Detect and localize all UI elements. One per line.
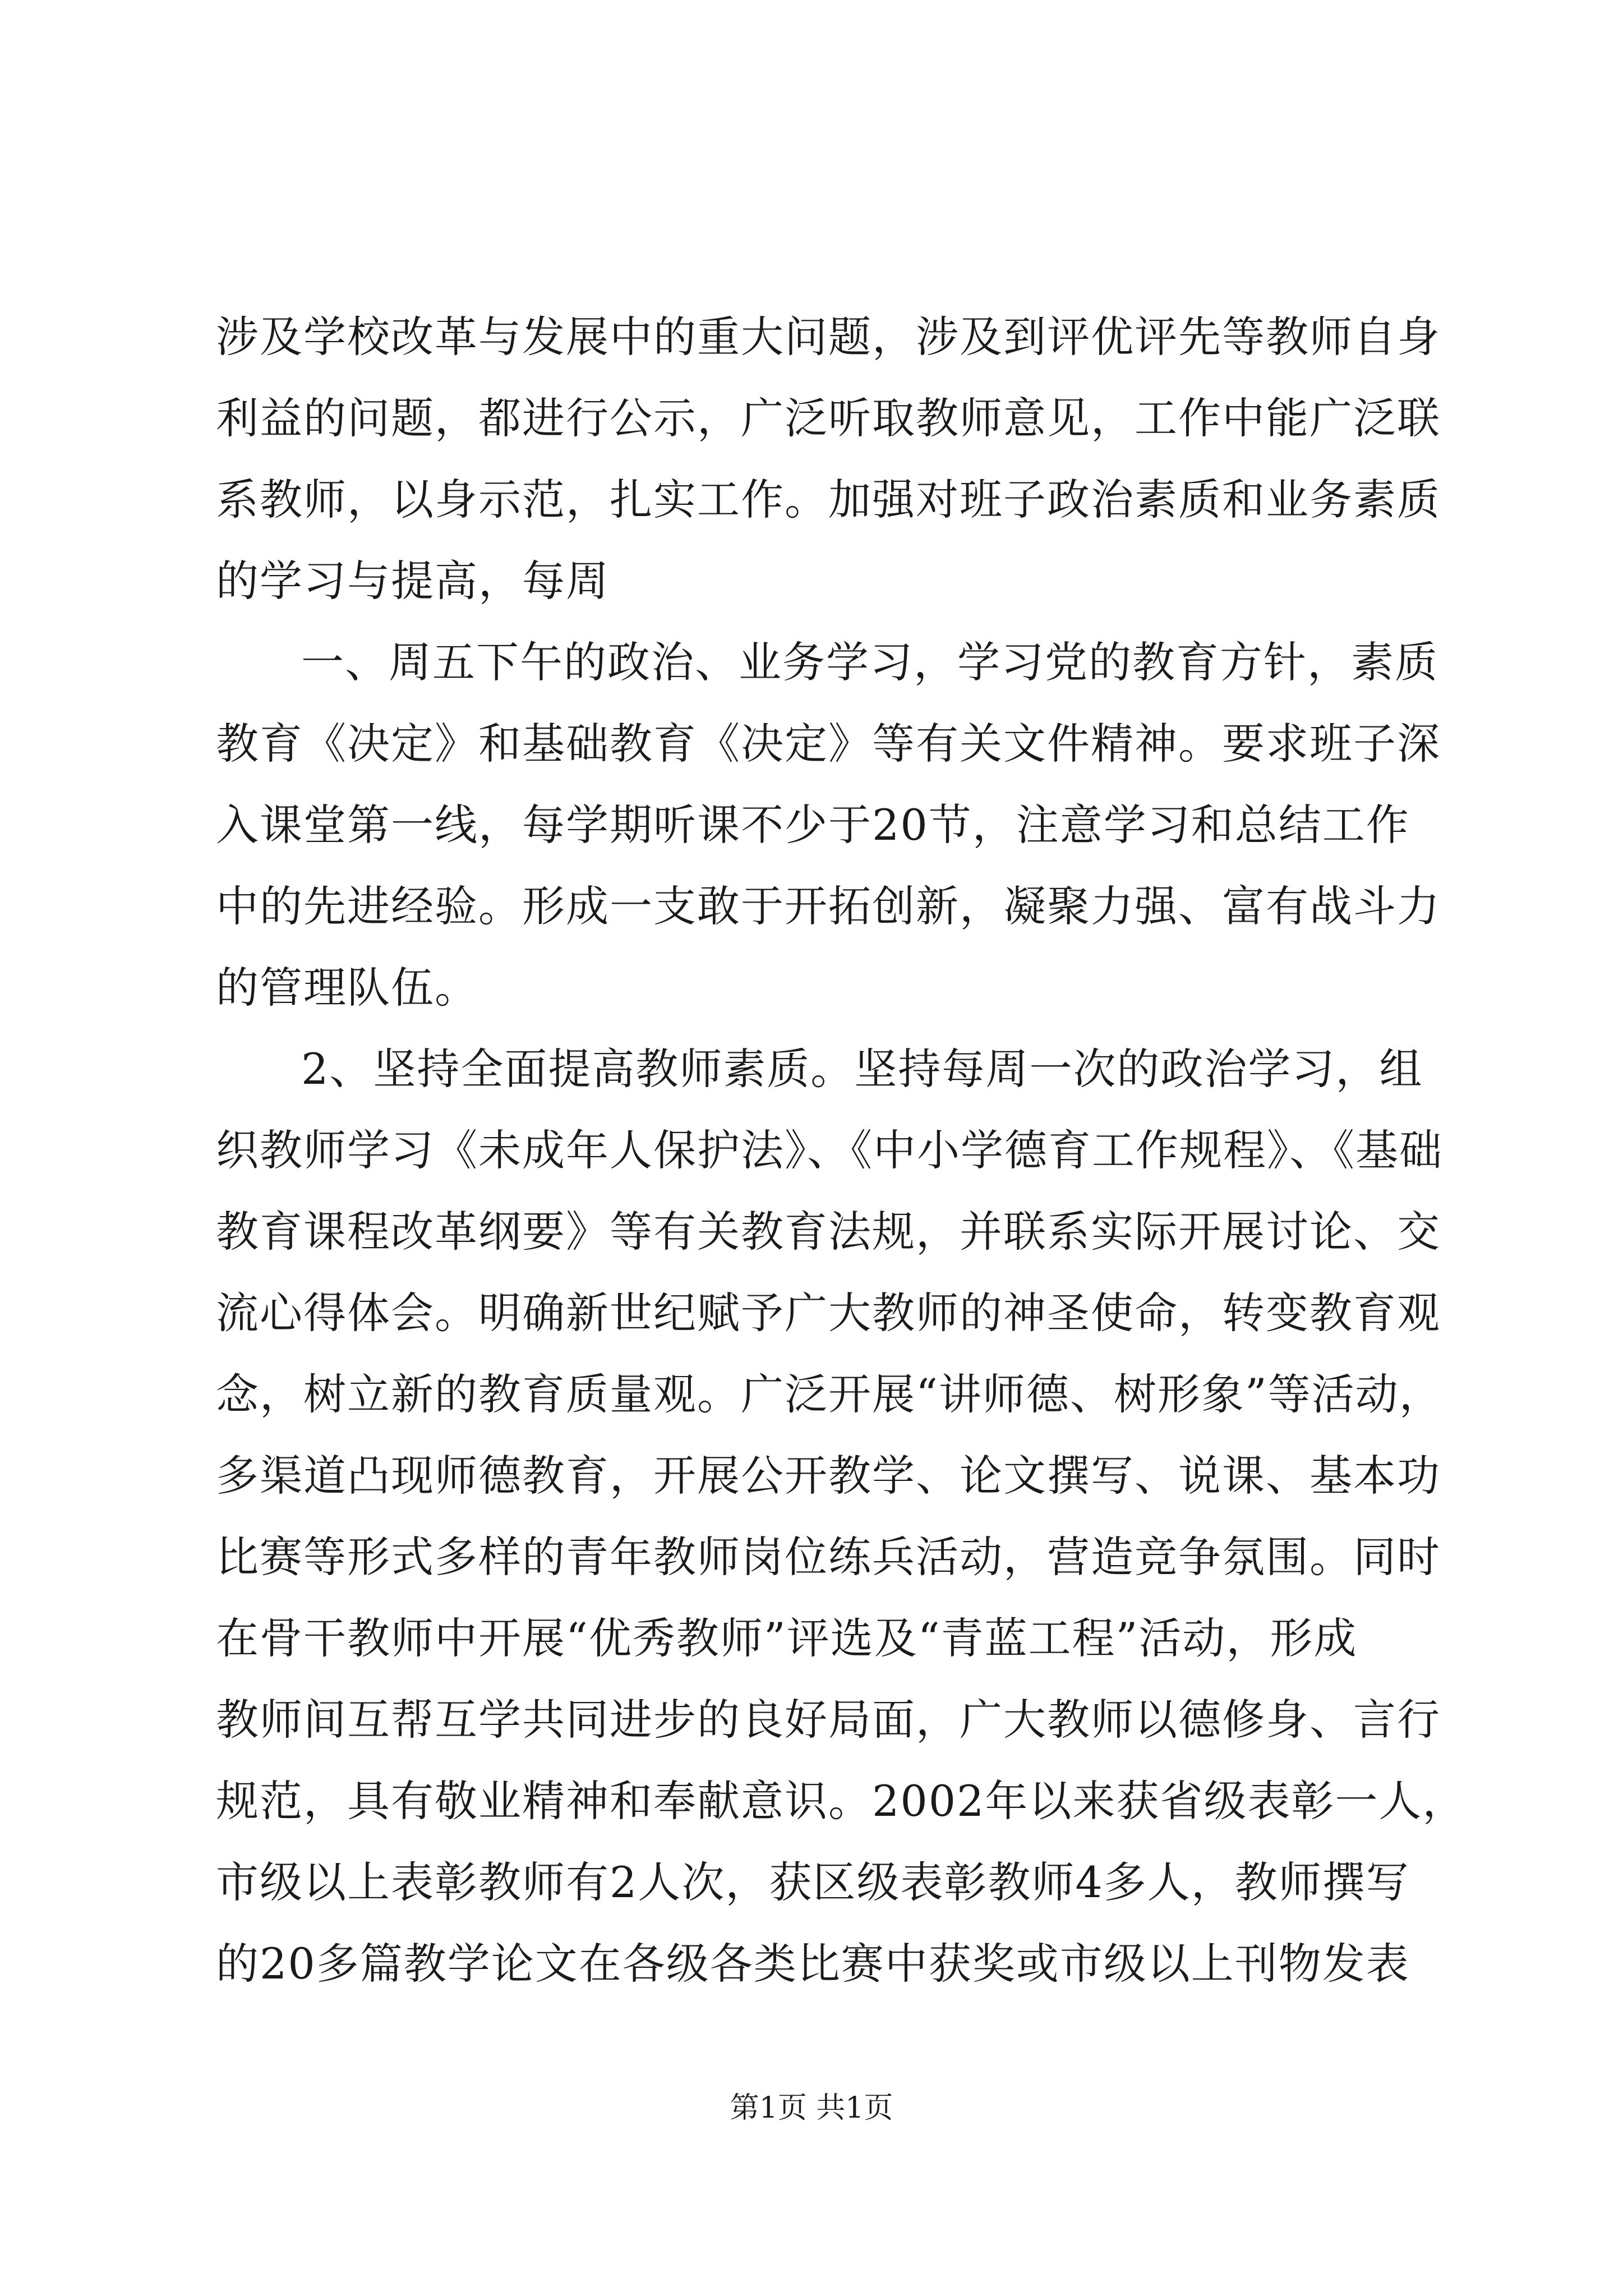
text-line: 的管理队伍。: [216, 963, 478, 1013]
text-line: 的20多篇教学论文在各级各类比赛中获奖或市级以上刊物发表: [216, 1939, 1410, 1989]
text-line: 规范，具有敬业精神和奉献意识。2002年以来获省级表彰一人，: [216, 1776, 1467, 1826]
text-line: 中的先进经验。形成一支敢于开拓创新，凝聚力强、富有战斗力: [216, 881, 1441, 931]
text-line: 2、坚持全面提高教师素质。坚持每周一次的政治学习，组: [301, 1044, 1423, 1094]
paragraph: [216, 1028, 1467, 2004]
text-line: 比赛等形式多样的青年教师岗位练兵活动，营造竞争氛围。同时: [216, 1532, 1441, 1582]
text-line: 教育课程改革纲要》等有关教育法规，并联系实际开展讨论、交: [216, 1207, 1441, 1257]
text-line: 多渠道凸现师德教育，开展公开教学、论文撰写、说课、基本功: [216, 1451, 1441, 1501]
page-footer: 第1页 共1页: [730, 2091, 893, 2125]
text-line: 入课堂第一线，每学期听课不少于20节，注意学习和总结工作: [216, 800, 1410, 850]
text-line: 涉及学校改革与发展中的重大问题，涉及到评优评先等教师自身: [216, 312, 1441, 362]
text-line: 念，树立新的教育质量观。广泛开展“讲师德、树形象”等活动，: [216, 1369, 1443, 1419]
document-body: [216, 296, 1467, 2004]
text-line: 利益的问题，都进行公示，广泛听取教师意见，工作中能广泛联: [216, 393, 1441, 443]
paragraph: [216, 296, 1441, 622]
text-line: 流心得体会。明确新世纪赋予广大教师的神圣使命，转变教育观: [216, 1288, 1441, 1338]
text-line: 在骨干教师中开展“优秀教师”评选及“青蓝工程”活动，形成: [216, 1613, 1358, 1663]
text-line: 的学习与提高，每周: [216, 556, 610, 606]
text-line: 市级以上表彰教师有2人次，获区级表彰教师4多人，教师撰写: [216, 1857, 1410, 1907]
text-line: 教师间互帮互学共同进步的良好局面，广大教师以德修身、言行: [216, 1695, 1441, 1745]
paragraph: [216, 622, 1441, 1028]
text-line: 系教师，以身示范，扎实工作。加强对班子政治素质和业务素质: [216, 475, 1441, 524]
text-line: 一、周五下午的政治、业务学习，学习党的教育方针，素质: [301, 637, 1438, 687]
text-line: 织教师学习《未成年人保护法》、《中小学德育工作规程》、《基础: [216, 1125, 1443, 1175]
text-line: 教育《决定》和基础教育《决定》等有关文件精神。要求班子深: [216, 719, 1441, 769]
